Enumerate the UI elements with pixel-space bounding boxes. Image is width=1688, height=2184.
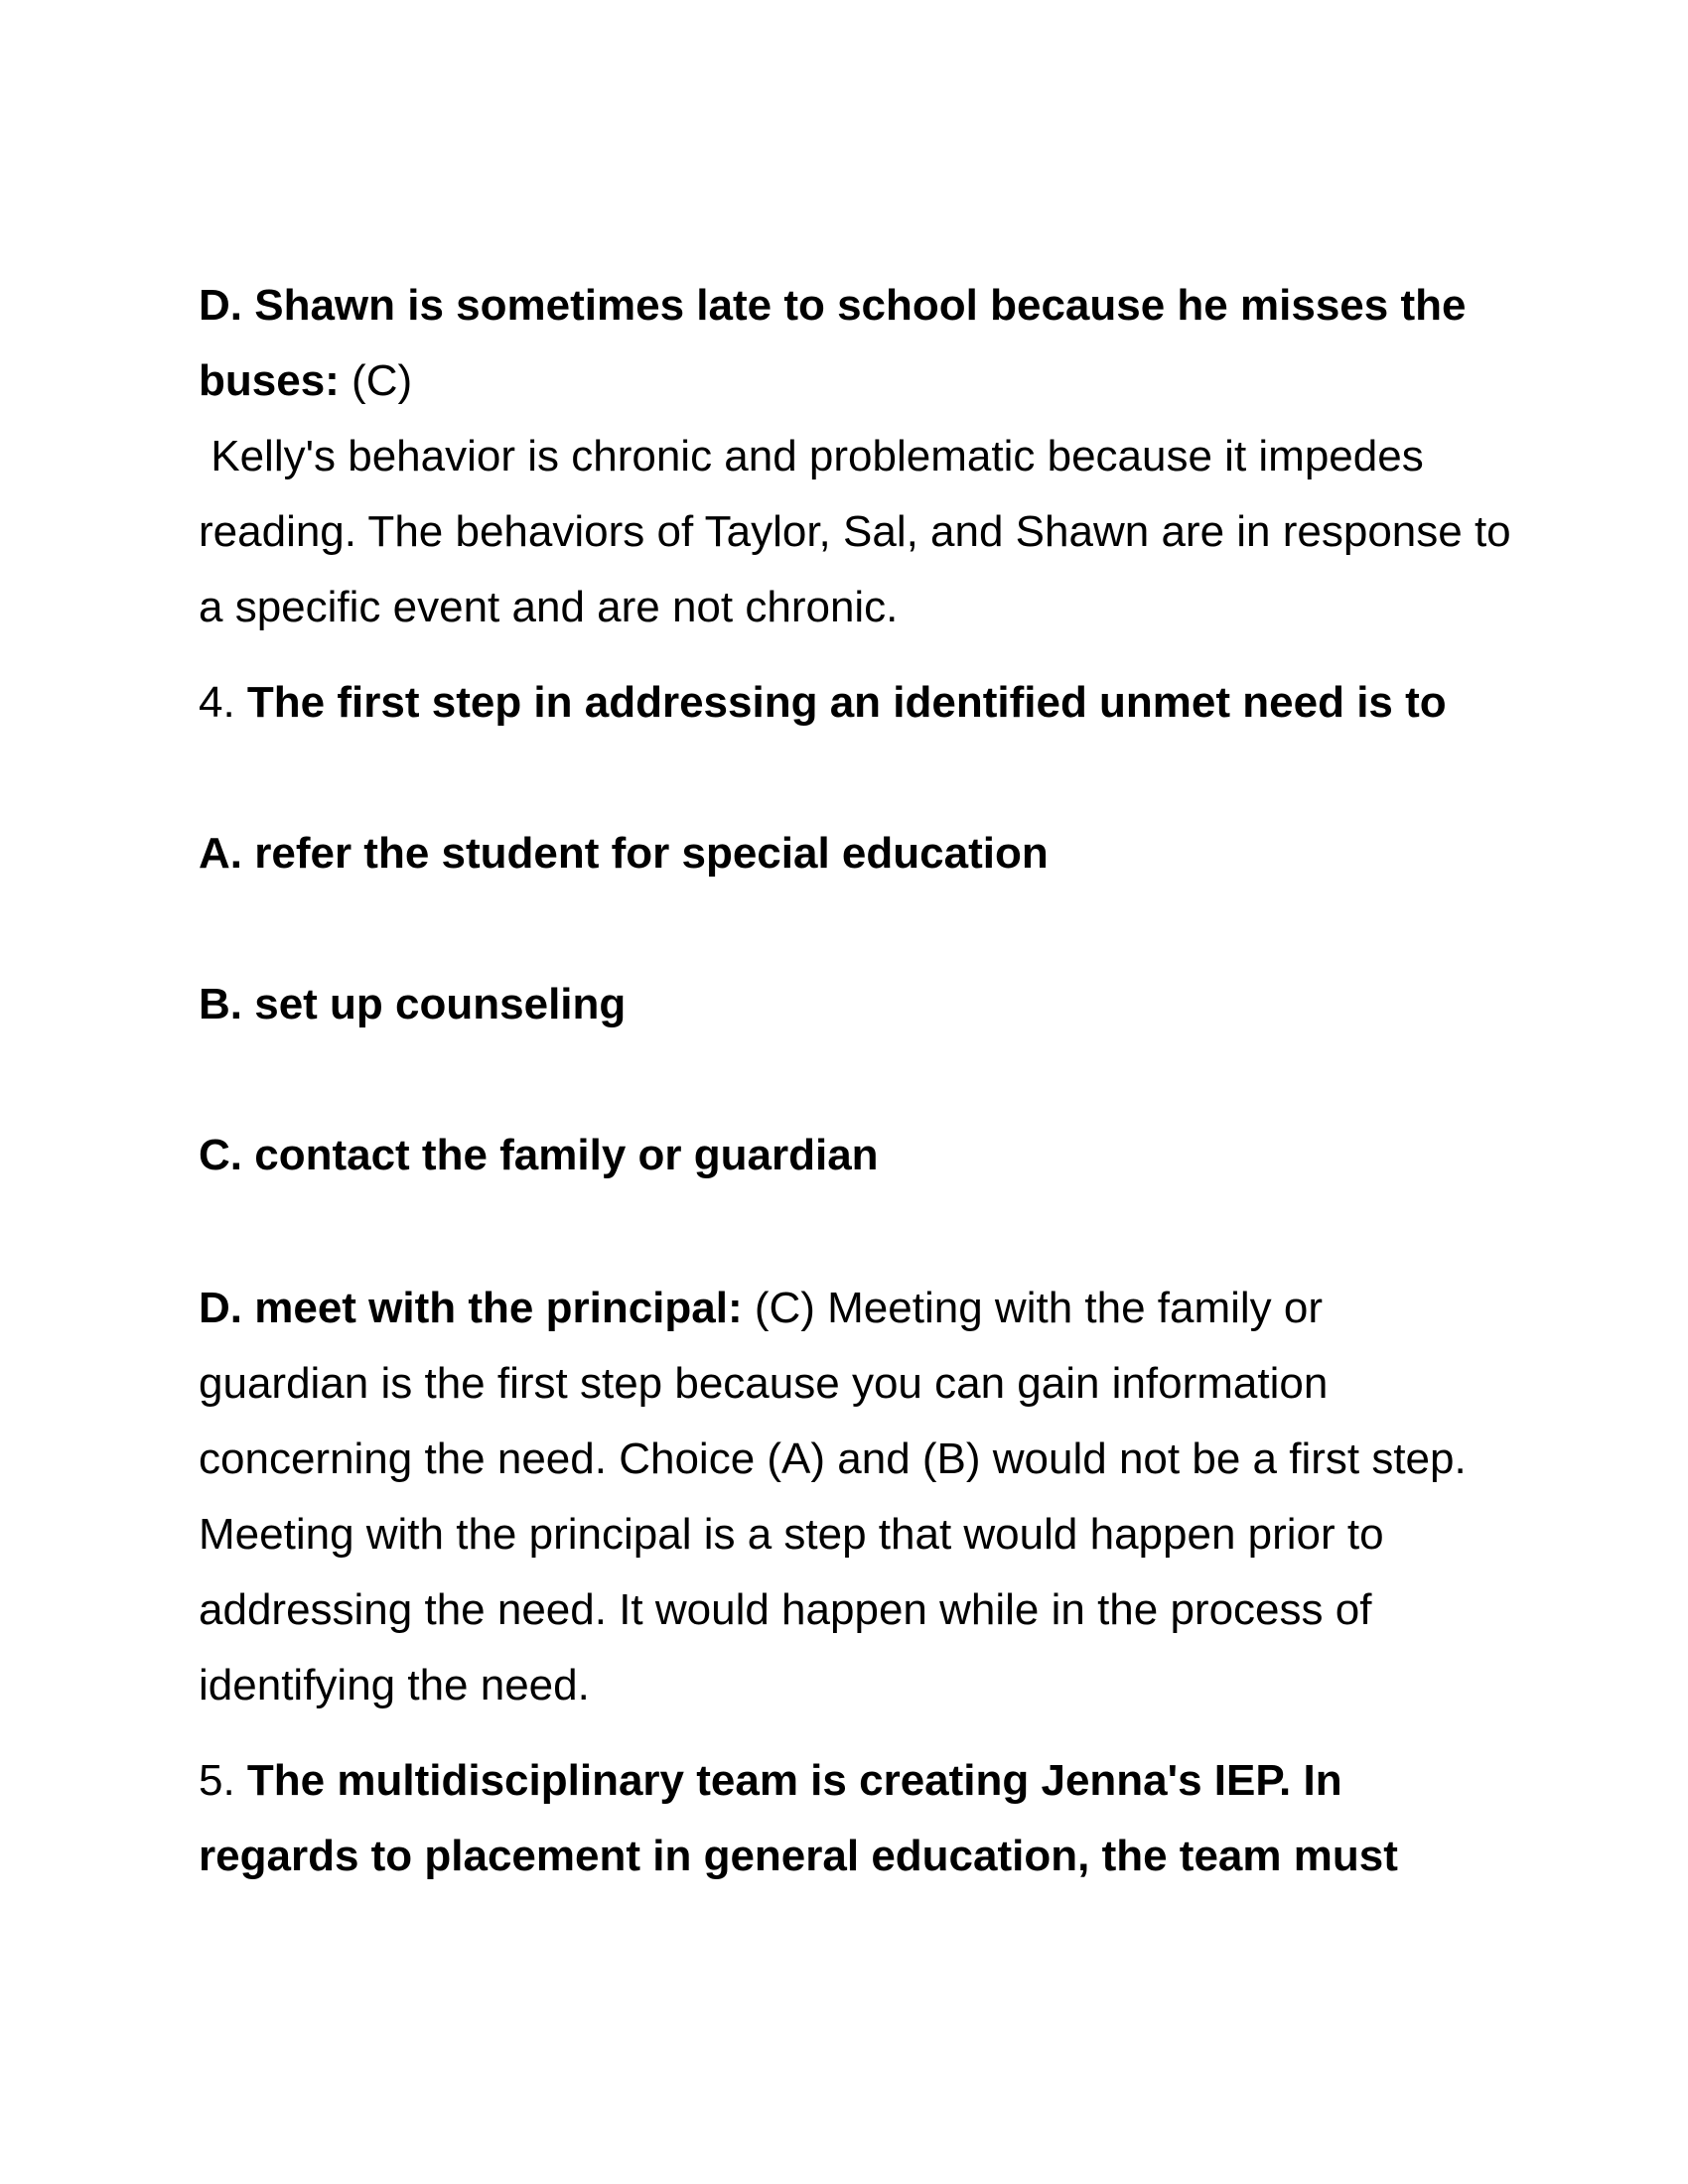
q5-number: 5. xyxy=(199,1756,247,1805)
q4-number: 4. xyxy=(199,678,247,727)
q4-option-a: A. refer the student for special education xyxy=(199,829,1049,878)
q4-prompt: The first step in addressing an identified unmet need is to xyxy=(246,678,1447,727)
q4-explanation: (C) Meeting with the family or guardian is the first step because you can gain information concerning the need. Choice (A) and (B) would not be a first step. Meeting with the principal is a step that would happen prior to addressing the need. It would happen while in the process of identifying the need. xyxy=(199,1284,1467,1709)
q4-option-c: C. contact the family or guardian xyxy=(199,1131,879,1179)
q3-option-d xyxy=(199,268,1519,645)
q4-option-d: D. meet with the principal: xyxy=(199,1284,743,1332)
q3-option-d-text: D. Shawn is sometimes late to school because he misses the buses: xyxy=(199,281,1467,405)
q3-explanation-indent xyxy=(199,432,211,480)
q4-option-b: B. set up counseling xyxy=(199,980,627,1028)
q5-question xyxy=(199,1743,1430,1894)
q5-prompt: The multidisciplinary team is creating Jenna's IEP. In regards to placement in general education, the team must xyxy=(199,1756,1398,1880)
document-page xyxy=(199,268,1509,1894)
q3-answer-letter: (C) xyxy=(339,356,413,405)
q3-explanation: Kelly's behavior is chronic and problematic because it impedes reading. The behaviors of Taylor, Sal, and Shawn are in response to a specific event and are not chronic. xyxy=(199,432,1511,631)
q4-option-d-answer xyxy=(199,1271,1489,1723)
q4-question xyxy=(199,665,1509,741)
